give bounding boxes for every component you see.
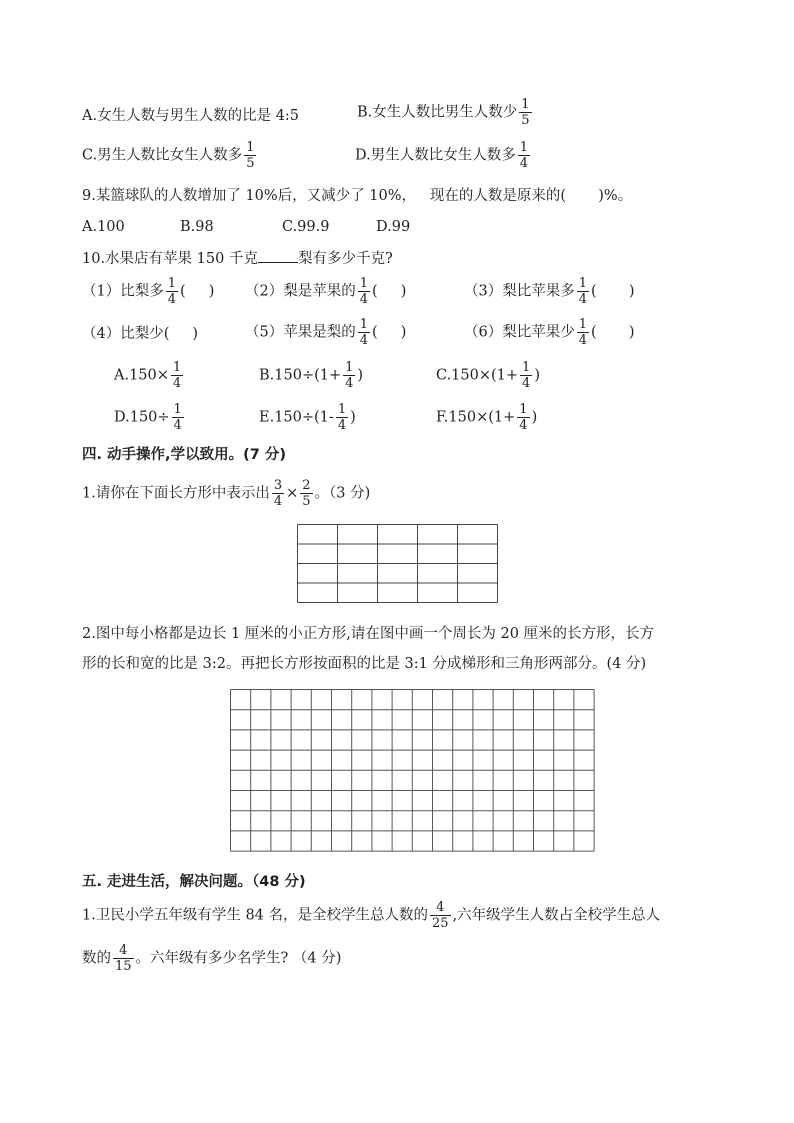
fraction: $\frac{1}{5}$ <box>246 140 255 171</box>
s5-q1-line2: 数的 $\frac{4}{15}$ 。六年级有多少名学生? （4 分) <box>82 943 342 974</box>
fraction: $\frac{1}{4}$ <box>519 140 528 171</box>
s4-q1: 1.请你在下面长方形中表示出 $\frac{3}{4}$ × $\frac{2}{5}$ 。（3 分) <box>82 478 371 509</box>
q8-option-b: B.女生人数比男生人数少 $\frac{1}{5}$ <box>357 97 530 128</box>
rectangle-grid-5x4 <box>297 524 499 604</box>
square-grid <box>230 689 596 853</box>
q10-item-1: （1）比梨多 $\frac{1}{4}$ ( ) <box>82 276 215 307</box>
q10-item-5: （5）苹果是梨的 $\frac{1}{4}$ ( ) <box>245 317 407 348</box>
q8-option-c: C.男生人数比女生人数多 $\frac{1}{5}$ <box>82 140 255 171</box>
q9-option-b: B.98 <box>180 219 214 235</box>
q10-choice-f: F.150×(1+ $\frac{1}{4}$ ) <box>436 402 538 433</box>
q8-option-a: A.女生人数与男生人数的比是 4:5 <box>82 108 300 124</box>
q10-choice-c: C.150×(1+ $\frac{1}{4}$ ) <box>436 360 540 391</box>
q10-choice-d: D.150÷ $\frac{1}{4}$ <box>114 402 182 433</box>
q10-item-2: （2）梨是苹果的 $\frac{1}{4}$ ( ) <box>245 276 407 307</box>
s4-q2-line1: 2.图中每小格都是边长 1 厘米的小正方形,请在图中画一个周长为 20 厘米的长方形，长方 <box>82 626 655 642</box>
q10-choice-b: B.150÷(1+ $\frac{1}{4}$ ) <box>259 360 364 391</box>
section-5-heading: 五. 走进生活，解决问题。（48 分) <box>82 874 306 890</box>
fraction: $\frac{1}{5}$ <box>521 97 530 128</box>
q10-question: 10.水果店有苹果 150 千克 梨有多少千克? <box>82 248 393 269</box>
q8-option-d: D.男生人数比女生人数多 $\frac{1}{4}$ <box>355 140 528 171</box>
answer-blank <box>258 248 298 263</box>
q9-option-d: D.99 <box>376 219 411 235</box>
s4-q2-line2: 形的长和宽的比是 3:2。再把长方形按面积的比是 3:1 分成梯形和三角形两部分。(4 分) <box>82 656 647 672</box>
s5-q1-line1: 1.卫民小学五年级有学生 84 名，是全校学生总人数的 $\frac{4}{25}$ ,六年级学生人数占全校学生总人 <box>82 900 661 931</box>
q9-question: 9.某篮球队的人数增加了 10%后，又减少了 10%， 现在的人数是原来的( )%。 <box>82 188 633 204</box>
q9-option-a: A.100 <box>82 219 125 235</box>
q10-choice-e: E.150÷(1- $\frac{1}{4}$ ) <box>259 402 356 433</box>
q10-item-3: （3）梨比苹果多 $\frac{1}{4}$ ( ) <box>464 276 635 307</box>
q9-option-c: C.99.9 <box>282 219 330 235</box>
q10-choice-a: A.150× $\frac{1}{4}$ <box>114 360 182 391</box>
q10-item-6: （6）梨比苹果少 $\frac{1}{4}$ ( ) <box>464 317 635 348</box>
q10-item-4: （4）比梨少( ) <box>82 326 199 342</box>
section-4-heading: 四. 动手操作,学以致用。(7 分) <box>82 447 286 463</box>
